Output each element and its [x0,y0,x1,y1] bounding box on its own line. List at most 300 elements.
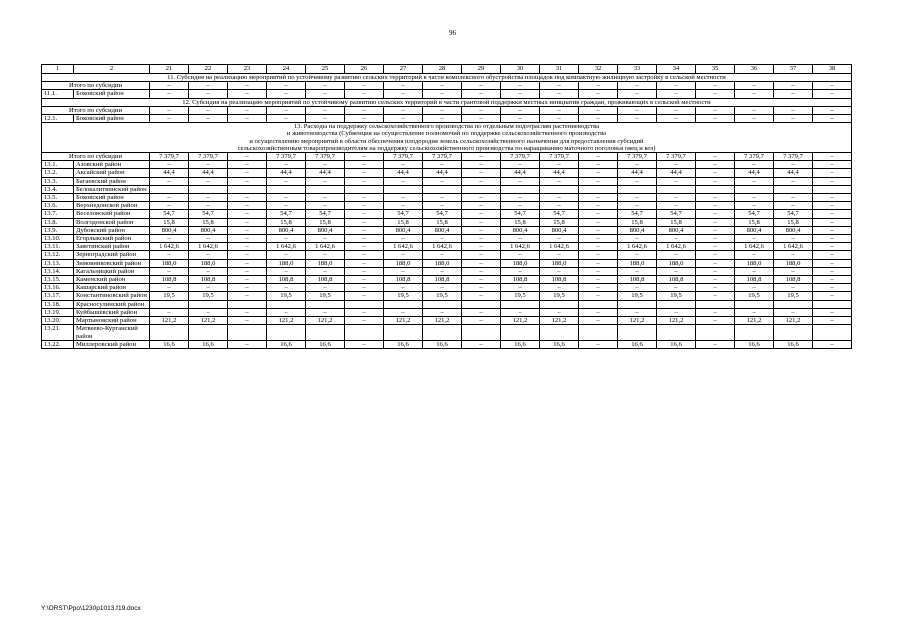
value-cell: 54,7 [618,210,657,218]
value-cell: 121,2 [774,317,813,325]
value-cell: 19,5 [657,292,696,300]
value-cell: – [579,210,618,218]
value-cell: – [696,243,735,251]
value-cell [267,300,306,308]
row-number: 13.17. [42,292,74,300]
total-value-cell: – [579,82,618,90]
value-cell: – [774,161,813,169]
value-cell: 44,4 [306,169,345,177]
value-cell: 15,8 [735,218,774,226]
value-cell: – [657,115,696,123]
row-number: 13.3. [42,177,74,185]
value-cell: 19,5 [501,292,540,300]
value-cell: – [462,317,501,325]
value-cell: 121,2 [189,317,228,325]
total-label: Итого по субсидии [42,106,150,114]
value-cell: – [813,340,852,348]
value-cell: – [267,235,306,243]
total-value-cell: – [423,82,462,90]
value-cell: – [384,90,423,98]
total-value-cell: – [696,153,735,161]
value-cell: – [579,259,618,267]
value-cell: – [306,115,345,123]
table-row [42,276,852,284]
column-number-cell: 30 [501,65,540,74]
row-number: 13.15. [42,276,74,284]
value-cell: 800,4 [150,226,189,234]
value-cell: – [345,259,384,267]
table-row [42,284,852,292]
value-cell: – [501,235,540,243]
value-cell [228,300,267,308]
value-cell: – [813,177,852,185]
value-cell: – [267,284,306,292]
value-cell [150,300,189,308]
value-cell: – [774,267,813,275]
value-cell: 44,4 [189,169,228,177]
value-cell: – [267,251,306,259]
value-cell: 15,8 [306,218,345,226]
value-cell: – [618,194,657,202]
district-name: Константиновский район [74,292,150,300]
value-cell: – [345,210,384,218]
value-cell: – [462,194,501,202]
value-cell: – [657,194,696,202]
value-cell: – [579,161,618,169]
value-cell: – [228,169,267,177]
value-cell: – [189,235,228,243]
value-cell: – [462,210,501,218]
value-cell: – [540,194,579,202]
value-cell: – [462,169,501,177]
value-cell: – [189,284,228,292]
value-cell: – [462,243,501,251]
value-cell: – [735,267,774,275]
row-number: 13.1. [42,161,74,169]
value-cell: 15,8 [267,218,306,226]
table-row [42,317,852,325]
row-number: 13.10. [42,235,74,243]
total-value-cell: – [345,82,384,90]
value-cell: 800,4 [267,226,306,234]
value-cell: – [618,177,657,185]
page-number: 96 [449,29,456,37]
value-cell: 108,8 [306,276,345,284]
value-cell: 108,8 [540,276,579,284]
total-value-cell: – [462,153,501,161]
value-cell: – [618,308,657,316]
value-cell: – [384,194,423,202]
value-cell: – [501,251,540,259]
value-cell: – [735,90,774,98]
value-cell: 54,7 [735,210,774,218]
value-cell: – [618,235,657,243]
column-number-cell: 34 [657,65,696,74]
value-cell: – [306,308,345,316]
value-cell: – [423,161,462,169]
total-value-cell: – [267,82,306,90]
column-number-cell: 27 [384,65,423,74]
district-name: Красносулинский район [74,300,150,308]
value-cell: 188,0 [267,259,306,267]
row-number: 13.21. [42,325,74,340]
value-cell: – [150,267,189,275]
value-cell: – [228,235,267,243]
total-value-cell: – [735,82,774,90]
value-cell: – [150,115,189,123]
value-cell: – [696,169,735,177]
value-cell: 188,0 [189,259,228,267]
value-cell: – [657,267,696,275]
value-cell: – [501,284,540,292]
column-number-cell: 35 [696,65,735,74]
value-cell: 108,8 [735,276,774,284]
value-cell: – [579,177,618,185]
district-name: Заветинский район [74,243,150,251]
value-cell: – [267,267,306,275]
value-cell: 54,7 [423,210,462,218]
value-cell: – [657,177,696,185]
value-cell [735,300,774,308]
value-cell: 19,5 [189,292,228,300]
value-cell: – [306,235,345,243]
value-cell [150,325,189,340]
total-value-cell: – [462,82,501,90]
value-cell [189,325,228,340]
district-name: Боковский район [74,115,150,123]
value-cell: – [228,177,267,185]
district-name: Матвеево-Курганский район [74,325,150,340]
value-cell: 800,4 [618,226,657,234]
row-number: 13.7. [42,210,74,218]
value-cell: – [696,218,735,226]
value-cell: – [228,259,267,267]
value-cell: – [579,169,618,177]
row-number: 13.4. [42,185,74,193]
table-row [42,185,852,193]
value-cell [657,300,696,308]
total-value-cell: – [540,106,579,114]
value-cell: – [345,251,384,259]
value-cell: 44,4 [501,169,540,177]
value-cell: – [774,177,813,185]
value-cell: – [228,267,267,275]
value-cell: – [579,194,618,202]
value-cell: – [696,161,735,169]
value-cell: 44,4 [735,169,774,177]
value-cell: – [618,284,657,292]
value-cell: – [813,202,852,210]
value-cell: – [657,284,696,292]
total-value-cell: – [579,106,618,114]
value-cell: – [579,90,618,98]
table-row [42,202,852,210]
value-cell [696,300,735,308]
column-number-cell: 1 [42,65,74,74]
total-row [42,106,852,114]
value-cell: 19,5 [774,292,813,300]
total-value-cell: – [228,106,267,114]
total-row [42,153,852,161]
value-cell: – [423,90,462,98]
table-row [42,325,852,340]
value-cell: 54,7 [384,210,423,218]
row-number: 13.2. [42,169,74,177]
value-cell: – [228,226,267,234]
total-value-cell: – [189,82,228,90]
value-cell [540,185,579,193]
value-cell: – [501,161,540,169]
value-cell: 44,4 [774,169,813,177]
column-number-cell: 26 [345,65,384,74]
value-cell: 108,8 [774,276,813,284]
value-cell: – [345,317,384,325]
total-value-cell: – [189,106,228,114]
value-cell [462,300,501,308]
value-cell [735,185,774,193]
value-cell: – [150,308,189,316]
value-cell: – [228,210,267,218]
total-value-cell: – [735,106,774,114]
value-cell: – [501,308,540,316]
value-cell: 1 642,6 [267,243,306,251]
value-cell: – [540,115,579,123]
value-cell: – [813,210,852,218]
district-name: Верхнедонской район [74,202,150,210]
value-cell: 1 642,6 [735,243,774,251]
value-cell: 16,6 [150,340,189,348]
value-cell: 19,5 [150,292,189,300]
value-cell [345,185,384,193]
value-cell: – [813,251,852,259]
value-cell: 1 642,6 [423,243,462,251]
total-value-cell: – [306,82,345,90]
value-cell: – [540,90,579,98]
value-cell: – [735,308,774,316]
value-cell: – [462,226,501,234]
value-cell: – [462,340,501,348]
value-cell [501,185,540,193]
column-number-cell: 31 [540,65,579,74]
value-cell [501,325,540,340]
value-cell: 44,4 [618,169,657,177]
value-cell: – [696,194,735,202]
value-cell: – [462,218,501,226]
total-value-cell: – [228,82,267,90]
table-row [42,194,852,202]
value-cell: – [813,308,852,316]
value-cell [423,185,462,193]
column-number-cell: 36 [735,65,774,74]
district-name: Зимовниковский район [74,259,150,267]
value-cell [462,325,501,340]
district-name: Егорлыкский район [74,235,150,243]
value-cell: – [735,251,774,259]
value-cell: 108,8 [618,276,657,284]
value-cell: 1 642,6 [540,243,579,251]
value-cell: 108,8 [657,276,696,284]
value-cell: 188,0 [618,259,657,267]
value-cell: – [696,308,735,316]
value-cell: 54,7 [501,210,540,218]
total-value-cell: – [618,106,657,114]
value-cell: – [345,161,384,169]
value-cell: – [696,226,735,234]
total-value-cell: 7 379,7 [618,153,657,161]
value-cell: – [540,202,579,210]
district-name: Боковский район [74,194,150,202]
value-cell: – [306,284,345,292]
column-number-cell: 23 [228,65,267,74]
district-name: Волгодонской район [74,218,150,226]
value-cell: – [735,177,774,185]
value-cell: 188,0 [657,259,696,267]
value-cell: – [228,308,267,316]
value-cell: – [579,218,618,226]
value-cell: – [501,177,540,185]
value-cell [267,185,306,193]
value-cell: – [423,177,462,185]
value-cell: 800,4 [540,226,579,234]
total-value-cell: – [267,106,306,114]
value-cell: – [150,177,189,185]
value-cell: 121,2 [423,317,462,325]
value-cell: – [150,194,189,202]
total-value-cell: – [813,153,852,161]
value-cell: 16,6 [189,340,228,348]
value-cell: 800,4 [189,226,228,234]
value-cell: – [189,177,228,185]
value-cell: – [696,90,735,98]
value-cell: 121,2 [306,317,345,325]
value-cell: – [189,194,228,202]
table-row [42,177,852,185]
row-number: 13.13. [42,259,74,267]
value-cell [423,300,462,308]
value-cell [657,325,696,340]
value-cell: 19,5 [540,292,579,300]
value-cell: – [579,243,618,251]
table-row [42,292,852,300]
value-cell: 16,6 [774,340,813,348]
value-cell: – [345,340,384,348]
value-cell: – [579,292,618,300]
value-cell: – [579,284,618,292]
value-cell: – [501,194,540,202]
value-cell: – [228,317,267,325]
district-name: Куйбышевский район [74,308,150,316]
value-cell [501,300,540,308]
value-cell: – [813,115,852,123]
column-number-cell: 33 [618,65,657,74]
value-cell: – [384,308,423,316]
value-cell: – [813,317,852,325]
value-cell [423,325,462,340]
value-cell: – [579,267,618,275]
value-cell: – [345,308,384,316]
footer-file-path: Y:\ORST\Ppo\1230p1013.f19.docx [41,605,141,612]
value-cell: – [189,202,228,210]
value-cell: 188,0 [306,259,345,267]
value-cell [384,300,423,308]
value-cell: 1 642,6 [618,243,657,251]
value-cell: – [189,251,228,259]
value-cell: 121,2 [540,317,579,325]
value-cell: 121,2 [618,317,657,325]
value-cell: – [579,235,618,243]
value-cell: – [618,202,657,210]
value-cell: 54,7 [150,210,189,218]
value-cell: – [774,251,813,259]
value-cell: 16,6 [306,340,345,348]
value-cell: – [813,169,852,177]
value-cell: 188,0 [384,259,423,267]
value-cell: – [345,276,384,284]
row-number: 13.19. [42,308,74,316]
total-value-cell: – [501,106,540,114]
value-cell [384,185,423,193]
value-cell: 188,0 [774,259,813,267]
row-number: 13.11. [42,243,74,251]
value-cell: 108,8 [423,276,462,284]
total-value-cell: – [774,82,813,90]
value-cell: – [462,276,501,284]
value-cell: 108,8 [150,276,189,284]
value-cell: – [618,251,657,259]
value-cell: – [228,161,267,169]
column-number-cell: 38 [813,65,852,74]
district-name: Миллеровский район [74,340,150,348]
value-cell: – [345,235,384,243]
value-cell: – [228,202,267,210]
value-cell: – [423,267,462,275]
table-row [42,235,852,243]
value-cell: – [696,210,735,218]
row-number: 11.1. [42,90,74,98]
value-cell: – [813,161,852,169]
value-cell: – [228,194,267,202]
district-name: Веселовский район [74,210,150,218]
value-cell [579,325,618,340]
value-cell: – [735,194,774,202]
value-cell: 1 642,6 [150,243,189,251]
value-cell: – [306,161,345,169]
total-value-cell: – [813,82,852,90]
total-value-cell: 7 379,7 [384,153,423,161]
value-cell [306,300,345,308]
value-cell: – [423,115,462,123]
value-cell: 16,6 [657,340,696,348]
value-cell: – [345,115,384,123]
value-cell: – [735,115,774,123]
row-number: 13.8. [42,218,74,226]
value-cell: 16,6 [501,340,540,348]
value-cell: 44,4 [384,169,423,177]
district-name: Аксайский район [74,169,150,177]
district-name: Багаевский район [74,177,150,185]
table-row [42,259,852,267]
value-cell [618,185,657,193]
value-cell: 19,5 [618,292,657,300]
total-value-cell: 7 379,7 [267,153,306,161]
value-cell: 16,6 [618,340,657,348]
value-cell: – [735,235,774,243]
value-cell: – [189,308,228,316]
value-cell: 44,4 [423,169,462,177]
value-cell: – [774,115,813,123]
value-cell: 121,2 [150,317,189,325]
value-cell: 44,4 [540,169,579,177]
